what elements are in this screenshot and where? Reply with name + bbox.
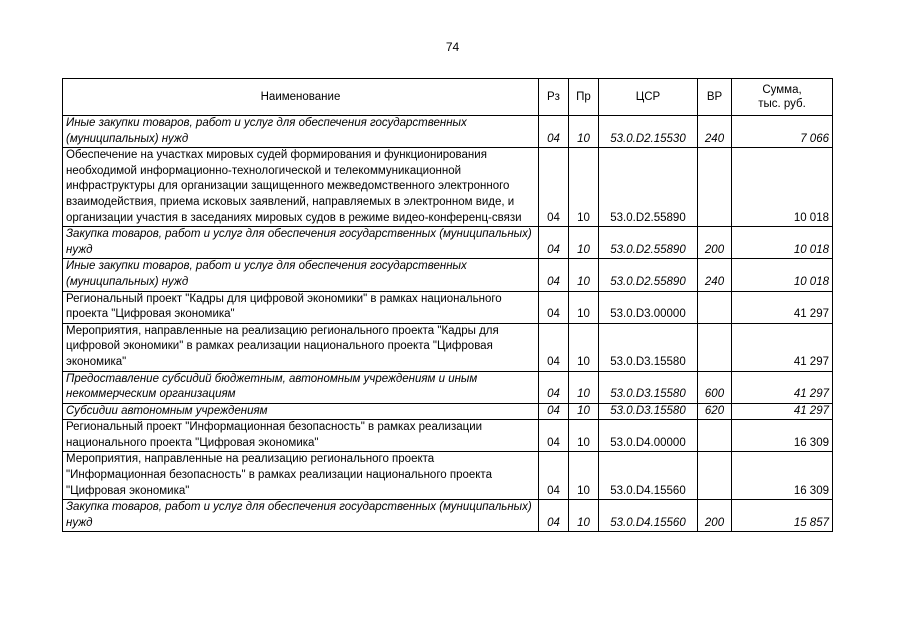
cell-pr: 10 — [569, 323, 599, 371]
cell-rz: 04 — [539, 323, 569, 371]
cell-sum: 41 297 — [732, 323, 833, 371]
cell-csr: 53.0.D2.55890 — [599, 227, 698, 259]
cell-vr: 600 — [698, 371, 732, 403]
cell-vr: 240 — [698, 259, 732, 291]
cell-csr: 53.0.D2.55890 — [599, 259, 698, 291]
cell-vr: 620 — [698, 403, 732, 420]
table-row — [63, 323, 833, 371]
cell-sum: 16 309 — [732, 420, 833, 452]
table-row — [63, 291, 833, 323]
table-row — [63, 148, 833, 227]
cell-rz: 04 — [539, 227, 569, 259]
cell-sum: 16 309 — [732, 452, 833, 500]
cell-csr: 53.0.D4.15560 — [599, 452, 698, 500]
cell-csr: 53.0.D3.15580 — [599, 371, 698, 403]
cell-name: Мероприятия, направленные на реализацию регионального проекта "Кадры для цифровой экономики" в рамках реализации национального проекта "Цифровая экономика" — [63, 323, 539, 371]
cell-vr — [698, 452, 732, 500]
cell-pr: 10 — [569, 291, 599, 323]
cell-csr: 53.0.D2.15530 — [599, 116, 698, 148]
column-header-rz: Рз — [539, 79, 569, 116]
cell-sum: 41 297 — [732, 403, 833, 420]
budget-table — [62, 78, 833, 532]
cell-sum: 10 018 — [732, 148, 833, 227]
column-header-csr: ЦСР — [599, 79, 698, 116]
cell-name: Закупка товаров, работ и услуг для обеспечения государственных (муниципальных) нужд — [63, 500, 539, 532]
cell-sum: 41 297 — [732, 371, 833, 403]
cell-name: Обеспечение на участках мировых судей формирования и функционирования необходимой информационно-технологической и телекоммуникационной инфраструктуры для организации защищенного межведомственного электронного взаимодействия, приема исковых заявлений, направляемых в электронном виде, и организации участия в заседаниях мировых судов в режиме видео-конференц-связи — [63, 148, 539, 227]
cell-pr: 10 — [569, 227, 599, 259]
cell-name: Иные закупки товаров, работ и услуг для обеспечения государственных (муниципальных) нужд — [63, 116, 539, 148]
cell-pr: 10 — [569, 259, 599, 291]
column-header-sum-line1: Сумма, — [762, 84, 802, 96]
cell-sum: 7 066 — [732, 116, 833, 148]
page-number: 74 — [445, 40, 460, 54]
cell-vr — [698, 291, 732, 323]
column-header-vr: ВР — [698, 79, 732, 116]
table-row — [63, 420, 833, 452]
cell-sum: 15 857 — [732, 500, 833, 532]
table-row — [63, 500, 833, 532]
cell-rz: 04 — [539, 259, 569, 291]
cell-pr: 10 — [569, 452, 599, 500]
cell-vr — [698, 420, 732, 452]
table-row — [63, 116, 833, 148]
cell-pr: 10 — [569, 371, 599, 403]
cell-name: Субсидии автономным учреждениям — [63, 403, 539, 420]
cell-vr: 200 — [698, 227, 732, 259]
column-header-name: Наименование — [63, 79, 539, 116]
column-header-sum — [732, 79, 833, 116]
cell-rz: 04 — [539, 403, 569, 420]
cell-sum: 10 018 — [732, 227, 833, 259]
cell-name: Региональный проект "Кадры для цифровой экономики" в рамках национального проекта "Цифровая экономика" — [63, 291, 539, 323]
cell-csr: 53.0.D2.55890 — [599, 148, 698, 227]
cell-rz: 04 — [539, 291, 569, 323]
cell-csr: 53.0.D3.15580 — [599, 323, 698, 371]
cell-rz: 04 — [539, 420, 569, 452]
cell-rz: 04 — [539, 116, 569, 148]
cell-csr: 53.0.D4.15560 — [599, 500, 698, 532]
cell-csr: 53.0.D3.15580 — [599, 403, 698, 420]
table-row — [63, 259, 833, 291]
table-row — [63, 452, 833, 500]
cell-sum: 10 018 — [732, 259, 833, 291]
table-row — [63, 403, 833, 420]
cell-pr: 10 — [569, 403, 599, 420]
cell-name: Предоставление субсидий бюджетным, автономным учреждениям и иным некоммерческим организациям — [63, 371, 539, 403]
cell-vr — [698, 323, 732, 371]
cell-vr — [698, 148, 732, 227]
table-row — [63, 371, 833, 403]
cell-name: Закупка товаров, работ и услуг для обеспечения государственных (муниципальных) нужд — [63, 227, 539, 259]
column-header-pr: Пр — [569, 79, 599, 116]
cell-name: Региональный проект "Информационная безопасность" в рамках реализации национального проекта "Цифровая экономика" — [63, 420, 539, 452]
cell-rz: 04 — [539, 371, 569, 403]
cell-pr: 10 — [569, 148, 599, 227]
cell-pr: 10 — [569, 500, 599, 532]
cell-rz: 04 — [539, 452, 569, 500]
column-header-sum-line2: тыс. руб. — [758, 98, 806, 110]
cell-csr: 53.0.D4.00000 — [599, 420, 698, 452]
cell-vr: 200 — [698, 500, 732, 532]
table-header-row — [63, 79, 833, 116]
cell-sum: 41 297 — [732, 291, 833, 323]
cell-pr: 10 — [569, 116, 599, 148]
cell-name: Мероприятия, направленные на реализацию регионального проекта "Информационная безопасность" в рамках реализации национального проекта "Цифровая экономика" — [63, 452, 539, 500]
cell-pr: 10 — [569, 420, 599, 452]
cell-rz: 04 — [539, 500, 569, 532]
cell-vr: 240 — [698, 116, 732, 148]
cell-csr: 53.0.D3.00000 — [599, 291, 698, 323]
cell-name: Иные закупки товаров, работ и услуг для обеспечения государственных (муниципальных) нужд — [63, 259, 539, 291]
table-body — [63, 116, 833, 532]
cell-rz: 04 — [539, 148, 569, 227]
table-row — [63, 227, 833, 259]
